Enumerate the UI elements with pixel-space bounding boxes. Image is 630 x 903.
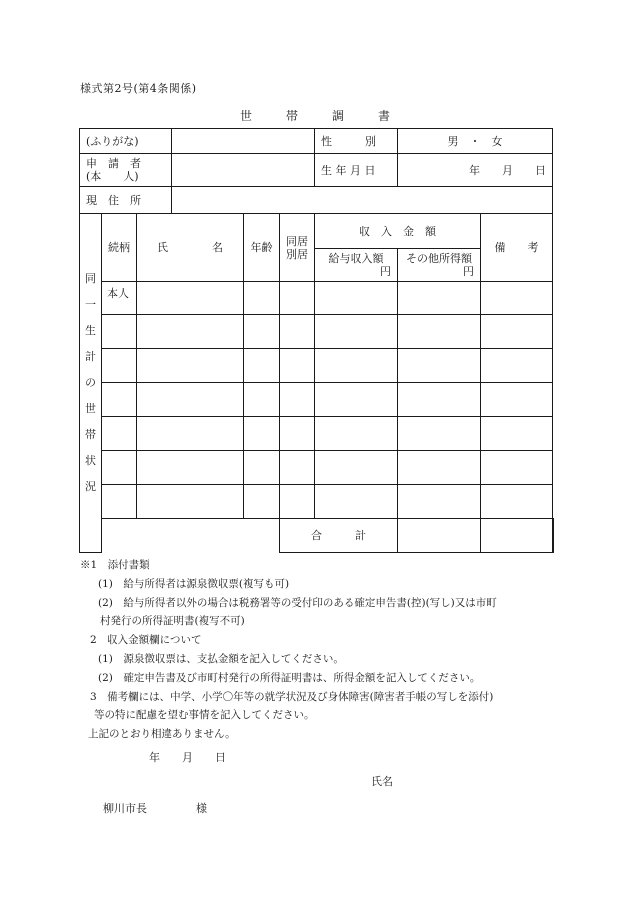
dob-input[interactable]: 年 月 日 xyxy=(398,154,553,187)
note-2: 2 収入金額欄について xyxy=(90,634,202,647)
applicant-label-line1: 申 請 者 xyxy=(86,157,141,170)
other-income-cell[interactable] xyxy=(398,451,481,485)
other-income-cell[interactable] xyxy=(398,315,481,349)
total-remarks-cell[interactable] xyxy=(553,519,554,553)
section-char: 同 xyxy=(85,272,96,285)
gender-options[interactable]: 男 ・ 女 xyxy=(398,129,553,154)
signature-name-label: 氏名 xyxy=(371,775,393,788)
name-cell[interactable] xyxy=(137,417,244,451)
relation-cell[interactable]: 本人 xyxy=(102,282,137,315)
section-char: 状 xyxy=(85,454,96,467)
col-relation-header: 続柄 xyxy=(102,214,137,282)
age-cell[interactable] xyxy=(244,485,280,519)
other-income-cell[interactable] xyxy=(398,383,481,417)
remarks-cell[interactable] xyxy=(481,451,553,485)
applicant-name-input[interactable] xyxy=(172,154,315,187)
furigana-input[interactable] xyxy=(172,129,315,154)
document-title: 世帯調書 xyxy=(239,109,424,123)
col-income-header: 収 入 金 額 xyxy=(315,214,481,249)
remarks-cell[interactable] xyxy=(481,315,553,349)
col-salary-line1: 給与収入額 xyxy=(328,252,384,265)
section-char: の xyxy=(85,376,96,389)
dob-label: 生 年 月 日 xyxy=(315,154,398,187)
name-cell[interactable] xyxy=(137,282,244,315)
note-3-cont: 等の特に配慮を望む事情を記入してください。 xyxy=(94,709,315,722)
salary-cell[interactable] xyxy=(315,485,398,519)
total-label: 合 計 xyxy=(280,519,398,553)
furigana-label: (ふりがな) xyxy=(80,129,172,154)
salary-cell[interactable] xyxy=(315,349,398,383)
address-input[interactable] xyxy=(172,187,553,214)
relation-cell[interactable] xyxy=(102,417,137,451)
salary-cell[interactable] xyxy=(315,451,398,485)
table-row xyxy=(80,282,554,315)
other-income-cell[interactable] xyxy=(398,282,481,315)
col-remarks-header: 備 考 xyxy=(481,214,553,282)
total-other-income-cell[interactable] xyxy=(481,519,553,553)
table-row xyxy=(80,451,554,485)
section-char: 世 xyxy=(85,402,96,415)
col-salary-header xyxy=(315,249,398,282)
relation-cell[interactable] xyxy=(102,349,137,383)
cohabit-cell[interactable] xyxy=(280,417,315,451)
remarks-cell[interactable] xyxy=(481,282,553,315)
total-row-blank xyxy=(102,519,280,553)
cohabit-cell[interactable] xyxy=(280,383,315,417)
relation-cell[interactable] xyxy=(102,451,137,485)
salary-cell[interactable] xyxy=(315,383,398,417)
note-1-2-cont: 村発行の所得証明書(複写不可) xyxy=(100,615,245,628)
note-2-2: (2) 確定申告書及び市町村発行の所得証明書は、所得金額を記入してください。 xyxy=(98,671,481,684)
col-cohabit-header xyxy=(280,214,315,282)
note-1-1: (1) 給与所得者は源泉徴収票(複写も可) xyxy=(98,577,290,590)
note-1-2: (2) 給与所得者以外の場合は税務署等の受付印のある確定申告書(控)(写し)又は市町 xyxy=(98,596,497,609)
col-other-unit: 円 xyxy=(463,265,474,278)
table-row xyxy=(80,315,554,349)
remarks-cell[interactable] xyxy=(481,383,553,417)
col-salary-unit: 円 xyxy=(380,265,391,278)
section-char: 一 xyxy=(85,298,96,311)
other-income-cell[interactable] xyxy=(398,417,481,451)
section-char: 生 xyxy=(85,324,96,337)
col-cohabit-line2: 別居 xyxy=(286,247,308,261)
table-row xyxy=(80,349,554,383)
section-char: 帯 xyxy=(85,428,96,441)
household-section-label xyxy=(80,214,102,553)
relation-cell[interactable] xyxy=(102,383,137,417)
name-cell[interactable] xyxy=(137,451,244,485)
table-row xyxy=(80,383,554,417)
relation-cell[interactable] xyxy=(102,485,137,519)
name-cell[interactable] xyxy=(137,485,244,519)
note-1: ※1 添付書類 xyxy=(80,559,150,571)
honorific: 様 xyxy=(196,802,207,815)
col-age-header: 年齢 xyxy=(244,214,280,282)
age-cell[interactable] xyxy=(244,417,280,451)
col-other-header xyxy=(398,249,481,282)
relation-cell[interactable] xyxy=(102,315,137,349)
table-row xyxy=(80,417,554,451)
other-income-cell[interactable] xyxy=(398,349,481,383)
cohabit-cell[interactable] xyxy=(280,349,315,383)
age-cell[interactable] xyxy=(244,383,280,417)
note-2-1: (1) 源泉徴収票は、支払金額を記入してください。 xyxy=(98,652,344,665)
table-row xyxy=(80,485,554,519)
household-form-table xyxy=(79,128,554,553)
addressee: 柳川市長 xyxy=(103,802,147,815)
remarks-cell[interactable] xyxy=(481,485,553,519)
other-income-cell[interactable] xyxy=(398,485,481,519)
cohabit-cell[interactable] xyxy=(280,485,315,519)
col-name-header: 氏 名 xyxy=(137,214,244,282)
total-salary-cell[interactable] xyxy=(398,519,481,553)
cohabit-cell[interactable] xyxy=(280,315,315,349)
col-cohabit-line1: 同居 xyxy=(286,234,308,248)
age-cell[interactable] xyxy=(244,315,280,349)
section-char: 計 xyxy=(85,350,96,363)
name-cell[interactable] xyxy=(137,349,244,383)
remarks-cell[interactable] xyxy=(481,417,553,451)
applicant-label-line2: (本 人) xyxy=(86,170,139,183)
salary-cell[interactable] xyxy=(315,282,398,315)
applicant-label xyxy=(80,154,172,187)
name-cell[interactable] xyxy=(137,315,244,349)
address-label: 現 住 所 xyxy=(80,187,172,214)
note-3: 3 備考欄には、中学、小学〇年等の就学状況及び身体障害(障害者手帳の写しを添付) xyxy=(90,690,494,703)
gender-label: 性 別 xyxy=(315,129,398,154)
salary-cell[interactable] xyxy=(315,315,398,349)
age-cell[interactable] xyxy=(244,451,280,485)
col-other-line1: その他所得額 xyxy=(406,252,472,265)
signature-date[interactable]: 年 月 日 xyxy=(149,751,226,764)
section-char: 況 xyxy=(85,480,96,493)
name-cell[interactable] xyxy=(137,383,244,417)
remarks-cell[interactable] xyxy=(481,349,553,383)
cohabit-cell[interactable] xyxy=(280,282,315,315)
salary-cell[interactable] xyxy=(315,417,398,451)
form-number: 様式第2号(第4条関係) xyxy=(80,82,197,95)
age-cell[interactable] xyxy=(244,282,280,315)
cohabit-cell[interactable] xyxy=(280,451,315,485)
notes-section xyxy=(80,556,580,744)
statement: 上記のとおり相違ありません。 xyxy=(88,728,236,741)
age-cell[interactable] xyxy=(244,349,280,383)
